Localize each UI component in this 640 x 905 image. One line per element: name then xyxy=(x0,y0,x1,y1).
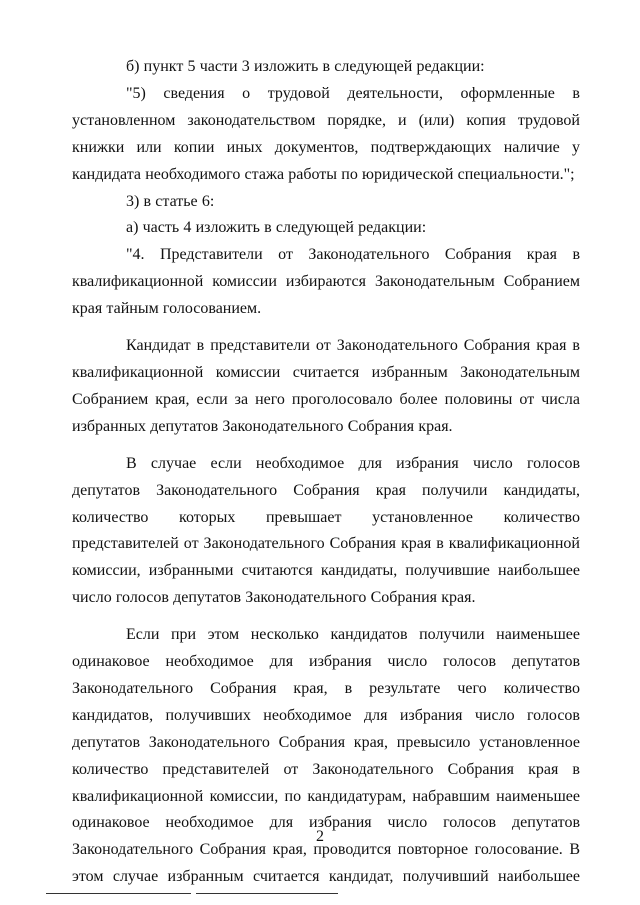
footer-rule-left xyxy=(46,893,191,894)
paragraph-article-6: 3) в статье 6: xyxy=(126,192,215,210)
paragraph-repeat-vote: Если при этом несколько кандидатов получили наименьшее одинаковое необходимое для избрания число голосов депутатов Законодательного Собрания края, в результате чего количество кандидатов, получивших необходимое для избрания число голосов депутатов Законодательного Собрания края, превысило установленное количество представителей от Законодательного Собрания края в квалификационной комиссии, по кандидатурам, набравшим наименьшее одинаковое необходимое для избрания число голосов депутатов Законодательного Собрания края, проводится повторное голосование. В этом случае избранным считается кандидат, получивший наибольшее xyxy=(72,626,580,886)
paragraph-excess-candidates: В случае если необходимое для избрания число голосов депутатов Законодательного Собрания края получили кандидаты, количество которых превышает установленное количество представителей от Законодательного Собрания края в квалификационной комиссии, избранными считаются кандидаты, получившие наибольшее число голосов депутатов Законодательного Собрания края. xyxy=(72,454,580,607)
paragraph-item-b: б) пункт 5 части 3 изложить в следующей редакции: xyxy=(126,58,485,75)
paragraph-item-a: а) часть 4 изложить в следующей редакции: xyxy=(126,219,427,237)
footer-rule-right xyxy=(196,893,338,894)
page-number: 2 xyxy=(316,828,324,845)
paragraph-item-5-quote: "5) сведения о трудовой деятельности, оформленные в установленном законодательством порядке, и (или) копия трудовой книжки или копии иных документов, подтверждающих наличие у кандидата необходимого стажа работы по юридической специальности."; xyxy=(72,84,580,183)
paragraph-part-4-quote: "4. Представители от Законодательного Собрания края в квалификационной комиссии избираются Законодательным Собранием края тайным голосованием. xyxy=(72,246,580,318)
document-body xyxy=(72,54,580,891)
paragraph-candidate-elected: Кандидат в представители от Законодательного Собрания края в квалификационной комиссии считается избранным Законодательным Собранием края, если за него проголосовало более половины от числа избранных депутатов Законодательного Собрания края. xyxy=(72,337,580,435)
